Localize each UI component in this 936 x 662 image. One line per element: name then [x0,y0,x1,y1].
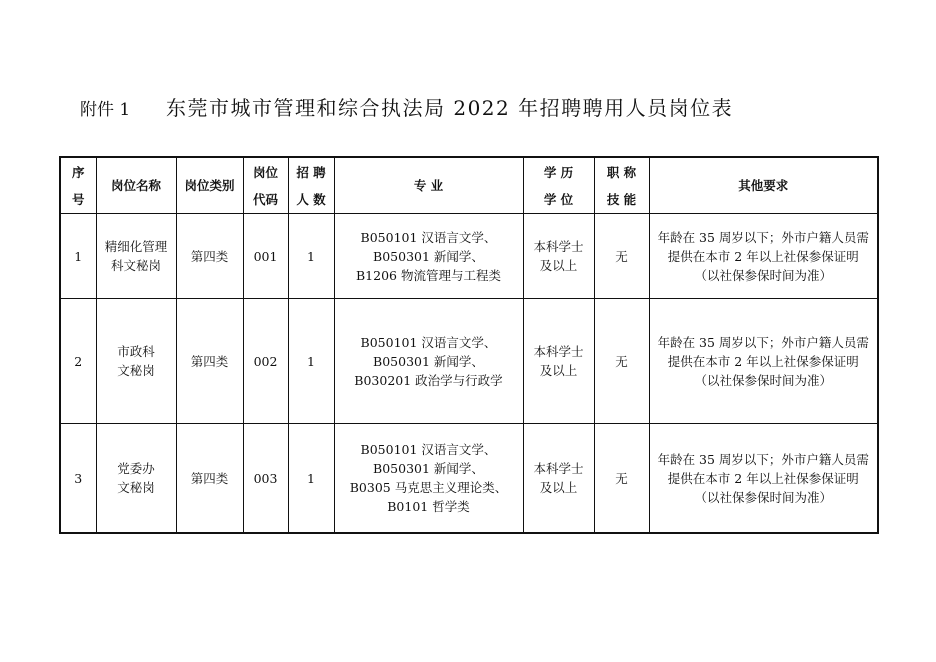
table-row [60,424,878,534]
cell-count: 1 [288,214,334,299]
cell-count: 1 [288,424,334,534]
col-header-major: 专 业 [334,157,523,214]
cell-name: 市政科 文秘岗 [96,299,176,424]
cell-requirements: 年龄在 35 周岁以下；外市户籍人员需 提供在本市 2 年以上社保参保证明 （以社保参保时间为准） [649,299,878,424]
col-header-name: 岗位名称 [96,157,176,214]
cell-count: 1 [288,299,334,424]
positions-table [59,156,879,534]
col-header-category: 岗位类别 [176,157,243,214]
table-row [60,299,878,424]
col-header-code: 岗位 代码 [243,157,288,214]
cell-category: 第四类 [176,214,243,299]
cell-category: 第四类 [176,424,243,534]
cell-skill: 无 [594,299,649,424]
cell-code: 002 [243,299,288,424]
cell-skill: 无 [594,214,649,299]
cell-major: B050101 汉语言文学、 B050301 新闻学、 B030201 政治学与行政学 [334,299,523,424]
cell-skill: 无 [594,424,649,534]
col-header-education: 学 历 学 位 [523,157,594,214]
cell-education: 本科学士 及以上 [523,214,594,299]
cell-name: 党委办 文秘岗 [96,424,176,534]
document-title: 东莞市城市管理和综合执法局 2022 年招聘聘用人员岗位表 [166,96,734,120]
col-header-no: 序 号 [60,157,96,214]
cell-category: 第四类 [176,299,243,424]
cell-education: 本科学士 及以上 [523,299,594,424]
table-row [60,214,878,299]
cell-no: 1 [60,214,96,299]
col-header-skill: 职 称 技 能 [594,157,649,214]
cell-major: B050101 汉语言文学、 B050301 新闻学、 B1206 物流管理与工程类 [334,214,523,299]
cell-code: 003 [243,424,288,534]
document-header [80,92,900,124]
cell-name: 精细化管理 科文秘岗 [96,214,176,299]
cell-major: B050101 汉语言文学、 B050301 新闻学、 B0305 马克思主义理论类、 B0101 哲学类 [334,424,523,534]
cell-requirements: 年龄在 35 周岁以下；外市户籍人员需 提供在本市 2 年以上社保参保证明 （以社保参保时间为准） [649,424,878,534]
cell-requirements: 年龄在 35 周岁以下；外市户籍人员需 提供在本市 2 年以上社保参保证明 （以社保参保时间为准） [649,214,878,299]
col-header-count: 招 聘 人 数 [288,157,334,214]
table-header-row [60,157,878,214]
attachment-label: 附件 1 [80,100,131,120]
cell-no: 3 [60,424,96,534]
cell-code: 001 [243,214,288,299]
cell-no: 2 [60,299,96,424]
col-header-requirements: 其他要求 [649,157,878,214]
cell-education: 本科学士 及以上 [523,424,594,534]
